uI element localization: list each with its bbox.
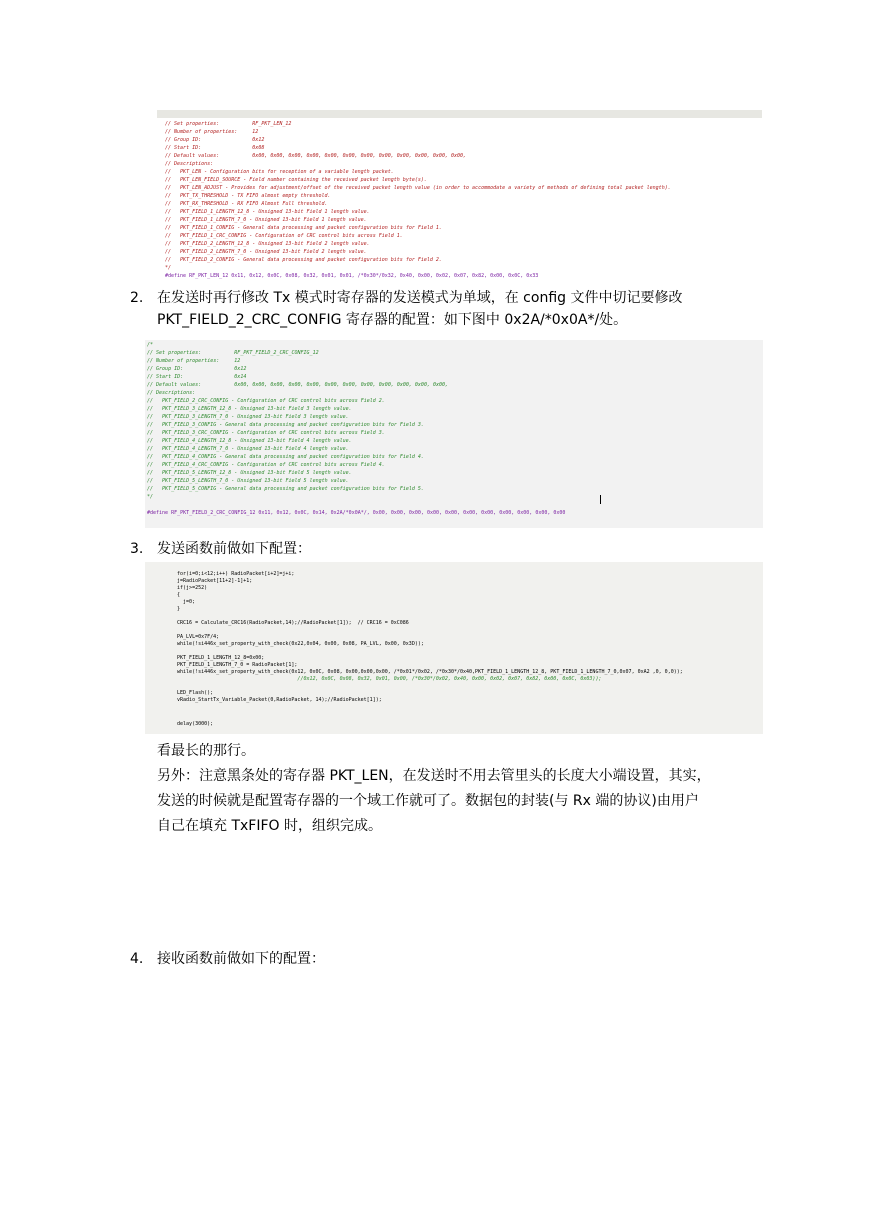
define-line: #define RF_PKT_FIELD_2_CRC_CONFIG_12 0x11, 0x12, 0x0C, 0x14, 0x2A/*0x0A*/, 0x00, 0x00, 0x00, 0x00, 0x00, 0x00, 0x00, 0x00, 0x00, 0x00, 0x00 [147, 510, 566, 516]
paragraph-note-4: 自己在填充 TxFIFO 时，组织完成。 [157, 818, 382, 834]
code-line: // PKT_FIELD_5_CONFIG - General data processing and packet configuration bits for Field 5. [147, 486, 424, 492]
list-text: 在发送时再行修改 Tx 模式时寄存器的发送模式为单域，在 config 文件中切记要修改 [157, 290, 683, 306]
code-line: // PKT_LEN_ADJUST - Provides for adjustment/offset of the received packet length value (in order to accommodate a variety of methods of defining total packet length). [165, 185, 671, 191]
text-cursor [600, 495, 601, 504]
list-item-2-continuation: PKT_FIELD_2_CRC_CONFIG 寄存器的配置：如下图中 0x2A/*0x0A*/处。 [157, 312, 628, 328]
code-line: // Descriptions: [147, 390, 196, 396]
code-line: // PKT_FIELD_2_CRC_CONFIG - Configuration of CRC control bits across Field 2. [147, 398, 385, 404]
code-line: } [171, 606, 181, 612]
code-line: // Number of properties: 12 [147, 358, 241, 364]
code-line: LED_Flash(); [171, 690, 214, 696]
code-line: CRC16 = Calculate_CRC16(RadioPacket,14);//RadioPacket[1]); // CRC16 = 0xC086 [171, 620, 409, 626]
define-line: #define RF_PKT_LEN_12 0x11, 0x12, 0x0C, 0x08, 0x32, 0x01, 0x01, /*0x30*/0x32, 0x40, 0x00, 0x02, 0x07, 0x82, 0x00, 0x0C, 0x33 [165, 273, 539, 279]
list-item-2 [130, 287, 750, 309]
code-area[interactable] [157, 118, 762, 282]
code-line: // PKT_FIELD_3_CRC_CONFIG - Configuration of CRC control bits across Field 3. [147, 430, 385, 436]
code-line: // PKT_FIELD_3_LENGTH_7_0 - Unsigned 13-bit Field 3 length value. [147, 414, 349, 420]
code-line: j=0; [171, 599, 196, 605]
list-item-4 [130, 948, 750, 970]
code-line: // Group ID: 0x12 [147, 366, 247, 372]
code-line: // Group ID: 0x12 [165, 137, 265, 143]
code-line: for(i=0;i<12;i++) RadioPacket[i+2]=j+i; [171, 571, 295, 577]
code-line: // Default values: 0x00, 0x00, 0x00, 0x00, 0x00, 0x00, 0x00, 0x00, 0x00, 0x00, 0x00, 0x00, [165, 153, 467, 159]
code-line: // PKT_FIELD_4_LENGTH_7_0 - Unsigned 13-bit Field 4 length value. [147, 446, 349, 452]
code-line: // PKT_FIELD_5_LENGTH_12_8 - Unsigned 13-bit Field 5 length value. [147, 470, 352, 476]
code-line: { [171, 592, 181, 598]
code-line: // PKT_FIELD_3_CONFIG - General data processing and packet configuration bits for Field 3. [147, 422, 424, 428]
code-line: // PKT_FIELD_2_LENGTH_7_0 - Unsigned 13-bit Field 2 length value. [165, 249, 367, 255]
code-line: // PKT_LEN - Configuration bits for reception of a variable length packet. [165, 169, 394, 175]
code-line: j=RadioPacket[11+2]-1]+1; [171, 578, 253, 584]
code-line: // Start ID: 0x14 [147, 374, 247, 380]
code-line: vRadio_StartTx_Variable_Packet(0,RadioPacket, 14);//RadioPacket[1]); [171, 697, 382, 703]
code-line: // Default values: 0x00, 0x00, 0x00, 0x00, 0x00, 0x00, 0x00, 0x00, 0x00, 0x00, 0x00, 0x00, [147, 382, 449, 388]
code-line: // Set properties: RF_PKT_FIELD_2_CRC_CONFIG_12 [147, 350, 319, 356]
code-line: */ [165, 265, 172, 271]
paragraph-note-1: 看最长的那行。 [157, 743, 255, 759]
code-line: PKT_FIELD_1_LENGTH_7_0 = RadioPacket[1]; [171, 662, 298, 668]
code-line: // Number of properties: 12 [165, 129, 259, 135]
code-line: // PKT_FIELD_4_CRC_CONFIG - Configuration of CRC control bits across Field 4. [147, 462, 385, 468]
code-screenshot-pkt-len [157, 110, 762, 282]
code-line: // Descriptions: [165, 161, 214, 167]
paragraph-note-3: 发送的时候就是配置寄存器的一个域工作就可了。数据包的封装(与 Rx 端的协议)由用户 [157, 793, 699, 809]
code-line: // PKT_LEN_FIELD_SOURCE - Field number containing the received packet length byte(s). [165, 177, 427, 183]
code-line: // PKT_FIELD_1_CRC_CONFIG - Configuration of CRC control bits across Field 1. [165, 233, 403, 239]
code-line: // PKT_FIELD_1_CONFIG - General data processing and packet configuration bits for Field 1. [165, 225, 442, 231]
code-line: // PKT_FIELD_2_CONFIG - General data processing and packet configuration bits for Field 2. [165, 257, 442, 263]
list-text: 发送函数前做如下配置： [157, 541, 311, 557]
list-number: 2. [130, 290, 144, 306]
code-screenshot-crc-config [145, 340, 763, 528]
code-line: while(!si446x_set_property_with_check(0x22,0x04, 0x00, 0x08, PA_LVL, 0x00, 0x3D)); [171, 641, 424, 647]
code-line: // Start ID: 0x08 [165, 145, 265, 151]
code-line: */ [147, 494, 154, 500]
paragraph-note-2: 另外：注意黑条处的寄存器 PKT_LEN，在发送时不用去管里头的长度大小端设置，其实， [157, 768, 711, 784]
code-line: // PKT_FIELD_1_LENGTH_12_8 - Unsigned 13-bit Field 1 length value. [165, 209, 370, 215]
list-text: 接收函数前做如下的配置： [157, 951, 325, 967]
list-item-3 [130, 538, 750, 560]
code-line: // PKT_RX_THRESHOLD - RX FIFO Almost Full threshold. [165, 201, 328, 207]
code-line: // PKT_FIELD_4_LENGTH_12_8 - Unsigned 13-bit Field 4 length value. [147, 438, 352, 444]
code-line: // PKT_FIELD_3_LENGTH_12_8 - Unsigned 13-bit Field 3 length value. [147, 406, 352, 412]
code-line-longest: while(!si446x_set_property_with_check(0x12, 0x0C, 0x08, 0x00,0x00,0x00, /*0x01*/0x02, /*0x30*/0x40,PKT_FIELD_1_LENGTH_12_8, PKT_FIELD_1_LENGTH_7_0,0x07, 0xA2 ,0, 0,0)); [171, 669, 683, 675]
code-line: // PKT_FIELD_1_LENGTH_7_0 - Unsigned 13-bit Field 1 length value. [165, 217, 367, 223]
code-line: if(j>=252) [171, 585, 208, 591]
code-line: // PKT_FIELD_2_LENGTH_12_8 - Unsigned 13-bit Field 2 length value. [165, 241, 370, 247]
code-line: // PKT_FIELD_4_CONFIG - General data processing and packet configuration bits for Field 4. [147, 454, 424, 460]
code-line: delay(3000); [171, 721, 214, 727]
list-number: 4. [130, 951, 144, 967]
list-number: 3. [130, 541, 144, 557]
code-line: //0x12, 0x0C, 0x08, 0x32, 0x01, 0x00, /*0x30*/0x02, 0x40, 0x00, 0x02, 0x07, 0x82, 0x00, 0x0C, 0x03)); [171, 676, 602, 682]
code-line: PKT_FIELD_1_LENGTH_12_8=0x00; [171, 655, 265, 661]
code-line: // PKT_FIELD_5_LENGTH_7_0 - Unsigned 13-bit Field 5 length value. [147, 478, 349, 484]
code-line: /* [147, 342, 154, 348]
code-line: // Set properties: RF_PKT_LEN_12 [165, 121, 292, 127]
code-screenshot-tx-config [145, 562, 763, 734]
code-line: PA_LVL=0x7F/4; [171, 634, 220, 640]
code-line: // PKT_TX_THRESHOLD - TX FIFO almost empty threshold. [165, 193, 331, 199]
